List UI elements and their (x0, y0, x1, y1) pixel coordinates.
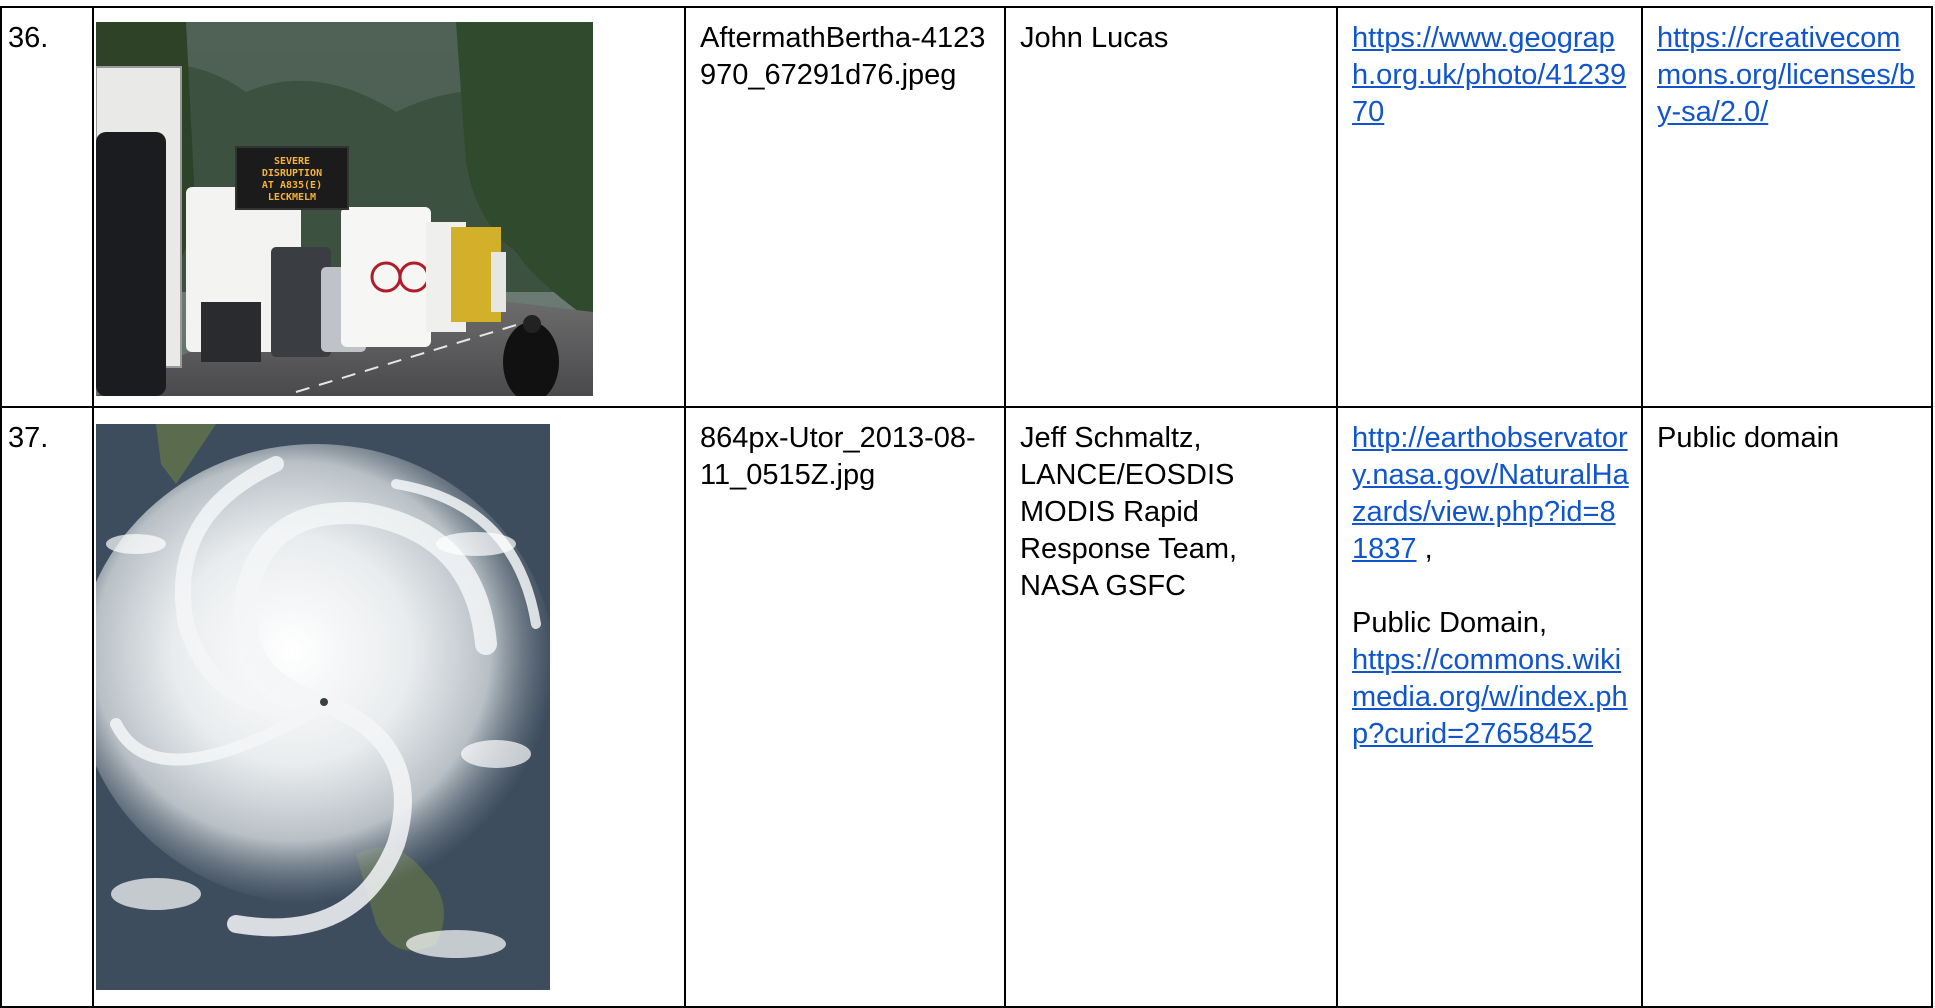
license-cell: Public domain (1642, 407, 1932, 1007)
filename: AftermathBertha-4123970_67291d76.jpeg (685, 7, 1005, 407)
sign-line: LECKMELM (267, 192, 317, 203)
license-cell (1642, 7, 1932, 407)
source-separator: , (1416, 533, 1433, 565)
row-number: 36. (1, 7, 93, 407)
source-text: Public Domain, (1352, 607, 1548, 639)
sign-line: AT A835(E) (261, 180, 323, 191)
source-link[interactable]: http://earthobservatory.nasa.gov/NaturalHazards/view.php?id=81837 (1352, 422, 1629, 565)
sign-line: DISRUPTION (261, 168, 323, 179)
sign-line: SEVERE (273, 156, 311, 167)
source-link[interactable]: https://commons.wikimedia.org/w/index.php?curid=27658452 (1352, 644, 1628, 750)
author: Jeff Schmaltz, LANCE/EOSDIS MODIS Rapid Response Team, NASA GSFC (1005, 407, 1337, 1007)
source-link[interactable]: https://www.geograph.org.uk/photo/4123970 (1352, 22, 1627, 128)
author: John Lucas (1005, 7, 1337, 407)
source-cell (1337, 407, 1642, 1007)
license-link[interactable]: https://creativecommons.org/licenses/by-sa/2.0/ (1657, 22, 1915, 128)
source-cell (1337, 7, 1642, 407)
typhoon-satellite-photo (96, 424, 550, 990)
filename: 864px-Utor_2013-08-11_0515Z.jpg (685, 407, 1005, 1007)
row-number: 37. (1, 407, 93, 1007)
traffic-photo (96, 22, 593, 396)
